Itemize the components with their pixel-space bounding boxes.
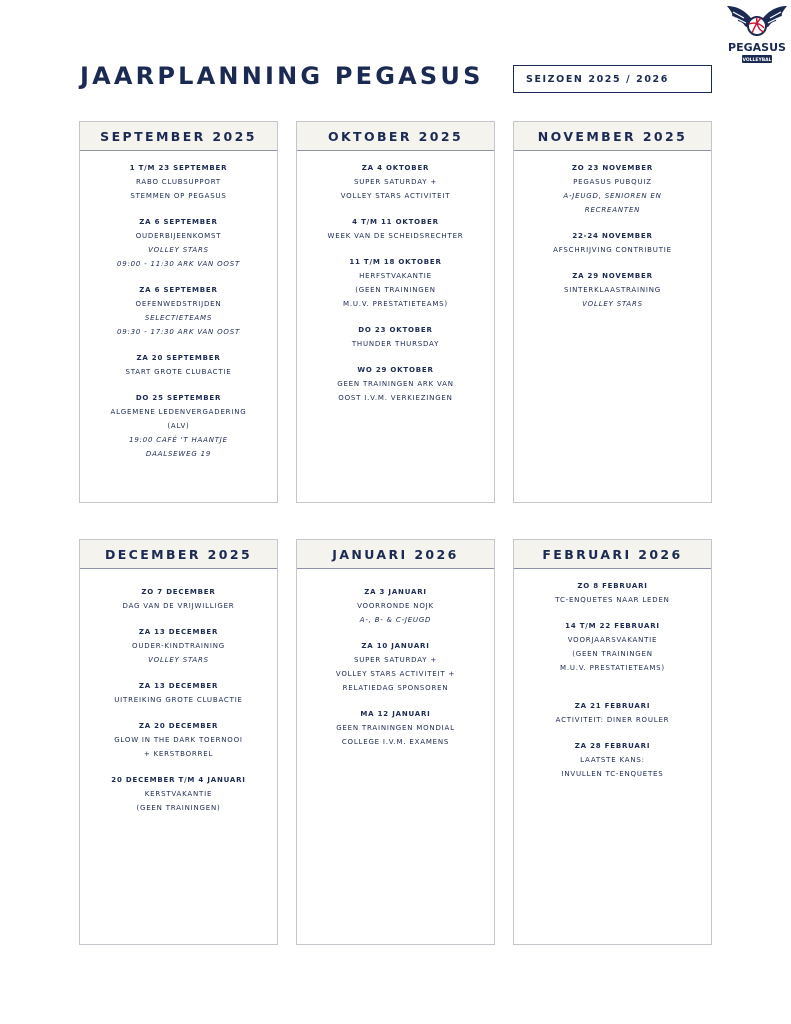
event-description: OEFENWEDSTRIJDEN <box>135 300 222 308</box>
calendar-event <box>297 585 494 627</box>
month-title: JANUARI 2026 <box>297 540 494 569</box>
event-list <box>297 151 494 405</box>
event-description: OUDER-KINDTRAINING <box>132 642 225 650</box>
logo-subtext: VOLLEYBAL <box>742 58 772 63</box>
month-card-januari <box>296 539 495 945</box>
event-description: TC-ENQUETES NAAR LEDEN <box>555 596 670 604</box>
month-card-september <box>79 121 278 503</box>
event-description: VOLLEY STARS ACTIVITEIT <box>340 192 451 200</box>
event-date: ZA 28 FEBRUARI <box>574 742 651 750</box>
event-description: SUPER SATURDAY + <box>353 178 438 186</box>
event-description: OOST I.V.M. VERKIEZINGEN <box>338 394 453 402</box>
calendar-event <box>514 619 711 675</box>
calendar-event <box>514 699 711 727</box>
event-description: SINTERKLAASTRAINING <box>563 286 662 294</box>
logo-text: PEGASUS <box>728 41 786 54</box>
event-description: VOORJAARSVAKANTIE <box>567 636 658 644</box>
event-list <box>297 569 494 749</box>
event-description: SUPER SATURDAY + <box>353 656 438 664</box>
event-description: START GROTE CLUBACTIE <box>125 368 232 376</box>
event-date: ZA 21 FEBRUARI <box>574 702 651 710</box>
event-description: (ALV) <box>167 422 190 430</box>
event-date: 14 T/M 22 FEBRUARI <box>565 622 660 630</box>
event-date: ZA 29 NOVEMBER <box>572 272 653 280</box>
calendar-event <box>80 625 277 667</box>
month-title: DECEMBER 2025 <box>80 540 277 569</box>
event-description: SELECTIETEAMS <box>144 314 213 322</box>
month-card-oktober <box>296 121 495 503</box>
calendar-event <box>80 215 277 271</box>
event-description: HERFSTVAKANTIE <box>359 272 432 280</box>
event-description: GEEN TRAININGEN MONDIAL <box>336 724 455 732</box>
event-date: ZO 23 NOVEMBER <box>571 164 654 172</box>
event-description: (GEEN TRAININGEN <box>572 650 653 658</box>
event-description: VOLLEY STARS <box>582 300 643 308</box>
event-description: COLLEGE I.V.M. EXAMENS <box>341 738 450 746</box>
calendar-event <box>80 391 277 461</box>
event-description: THUNDER THURSDAY <box>351 340 440 348</box>
event-date: DO 23 OKTOBER <box>358 326 433 334</box>
event-date: ZA 13 DECEMBER <box>138 628 219 636</box>
event-description: M.U.V. PRESTATIETEAMS) <box>560 664 665 672</box>
calendar-event <box>514 229 711 257</box>
event-description: RABO CLUBSUPPORT <box>136 178 221 186</box>
month-title: OKTOBER 2025 <box>297 122 494 151</box>
event-description: PEGASUS PUBQUIZ <box>573 178 652 186</box>
calendar-event <box>514 161 711 217</box>
event-date: WO 29 OKTOBER <box>357 366 434 374</box>
month-card-februari <box>513 539 712 945</box>
month-card-december <box>79 539 278 945</box>
page-title: JAARPLANNING PEGASUS <box>80 62 484 90</box>
event-date: ZA 10 JANUARI <box>361 642 430 650</box>
calendar-event <box>297 215 494 243</box>
event-date: MA 12 JANUARI <box>360 710 431 718</box>
event-date: 20 DECEMBER T/M 4 JANUARI <box>111 776 246 784</box>
event-description: A-JEUGD, SENIOREN EN <box>563 192 662 200</box>
event-date: 1 T/M 23 SEPTEMBER <box>129 164 228 172</box>
event-date: ZA 20 DECEMBER <box>138 722 219 730</box>
calendar-event <box>514 739 711 781</box>
event-description: ALGEMENE LEDENVERGADERING <box>110 408 247 416</box>
event-description: + KERSTBORREL <box>143 750 214 758</box>
event-list <box>80 151 277 461</box>
event-list <box>514 569 711 781</box>
event-date: ZA 3 JANUARI <box>364 588 427 596</box>
event-date: ZA 13 DECEMBER <box>138 682 219 690</box>
calendar-event <box>80 719 277 761</box>
event-description: WEEK VAN DE SCHEIDSRECHTER <box>327 232 464 240</box>
event-description: DAG VAN DE VRIJWILLIGER <box>122 602 235 610</box>
event-date: ZA 6 SEPTEMBER <box>139 218 218 226</box>
event-description: GEEN TRAININGEN ARK VAN <box>337 380 454 388</box>
event-date: ZA 6 SEPTEMBER <box>139 286 218 294</box>
event-description: VOLLEY STARS <box>148 246 209 254</box>
calendar-event <box>514 269 711 311</box>
event-date: 22-24 NOVEMBER <box>572 232 653 240</box>
event-description: ACTIVITEIT: DINER ROULER <box>555 716 670 724</box>
event-date: ZO 8 FEBRUARI <box>577 582 648 590</box>
event-description: AFSCHRIJVING CONTRIBUTIE <box>553 246 672 254</box>
month-title: SEPTEMBER 2025 <box>80 122 277 151</box>
calendar-event <box>80 585 277 613</box>
event-description: DAALSEWEG 19 <box>145 450 212 458</box>
event-description: GLOW IN THE DARK TOERNOOI <box>114 736 243 744</box>
month-card-november <box>513 121 712 503</box>
event-description: UITREIKING GROTE CLUBACTIE <box>114 696 243 704</box>
calendar-event <box>80 283 277 339</box>
calendar-event <box>297 707 494 749</box>
event-description: RELATIEDAG SPONSOREN <box>342 684 449 692</box>
event-description: STEMMEN OP PEGASUS <box>130 192 227 200</box>
calendar-event <box>297 639 494 695</box>
event-date: ZA 4 OKTOBER <box>361 164 430 172</box>
event-description: (GEEN TRAININGEN <box>355 286 436 294</box>
month-title: NOVEMBER 2025 <box>514 122 711 151</box>
event-date: 4 T/M 11 OKTOBER <box>352 218 439 226</box>
calendar-event <box>297 363 494 405</box>
event-description: KERSTVAKANTIE <box>144 790 213 798</box>
event-description: A-, B- & C-JEUGD <box>359 616 432 624</box>
event-description: INVULLEN TC-ENQUETES <box>561 770 664 778</box>
calendar-event <box>514 579 711 607</box>
calendar-event <box>297 161 494 203</box>
calendar-event <box>80 679 277 707</box>
event-description: OUDERBIJEENKOMST <box>135 232 222 240</box>
event-date: 11 T/M 18 OKTOBER <box>349 258 442 266</box>
calendar-event <box>297 323 494 351</box>
event-description: VOLLEY STARS ACTIVITEIT + <box>335 670 456 678</box>
calendar-event <box>80 351 277 379</box>
event-date: DO 25 SEPTEMBER <box>135 394 222 402</box>
event-description: M.U.V. PRESTATIETEAMS) <box>343 300 448 308</box>
event-description: RECREANTEN <box>584 206 641 214</box>
season-badge: SEIZOEN 2025 / 2026 <box>513 65 712 93</box>
event-date: ZO 7 DECEMBER <box>141 588 216 596</box>
calendar-event <box>80 773 277 815</box>
event-description: LAATSTE KANS: <box>580 756 645 764</box>
event-description: 09:30 - 17:30 ARK VAN OOST <box>116 328 241 336</box>
event-list <box>80 569 277 815</box>
month-title: FEBRUARI 2026 <box>514 540 711 569</box>
calendar-event <box>297 255 494 311</box>
pegasus-logo <box>724 2 790 66</box>
event-date: ZA 20 SEPTEMBER <box>136 354 221 362</box>
calendar-event <box>80 161 277 203</box>
event-description: 19:00 CAFÉ 'T HAANTJE <box>129 436 228 444</box>
event-list <box>514 151 711 311</box>
event-description: VOLLEY STARS <box>148 656 209 664</box>
event-description: VOORRONDE NOJK <box>357 602 434 610</box>
event-description: 09:00 - 11:30 ARK VAN OOST <box>116 260 241 268</box>
event-description: (GEEN TRAININGEN) <box>136 804 221 812</box>
